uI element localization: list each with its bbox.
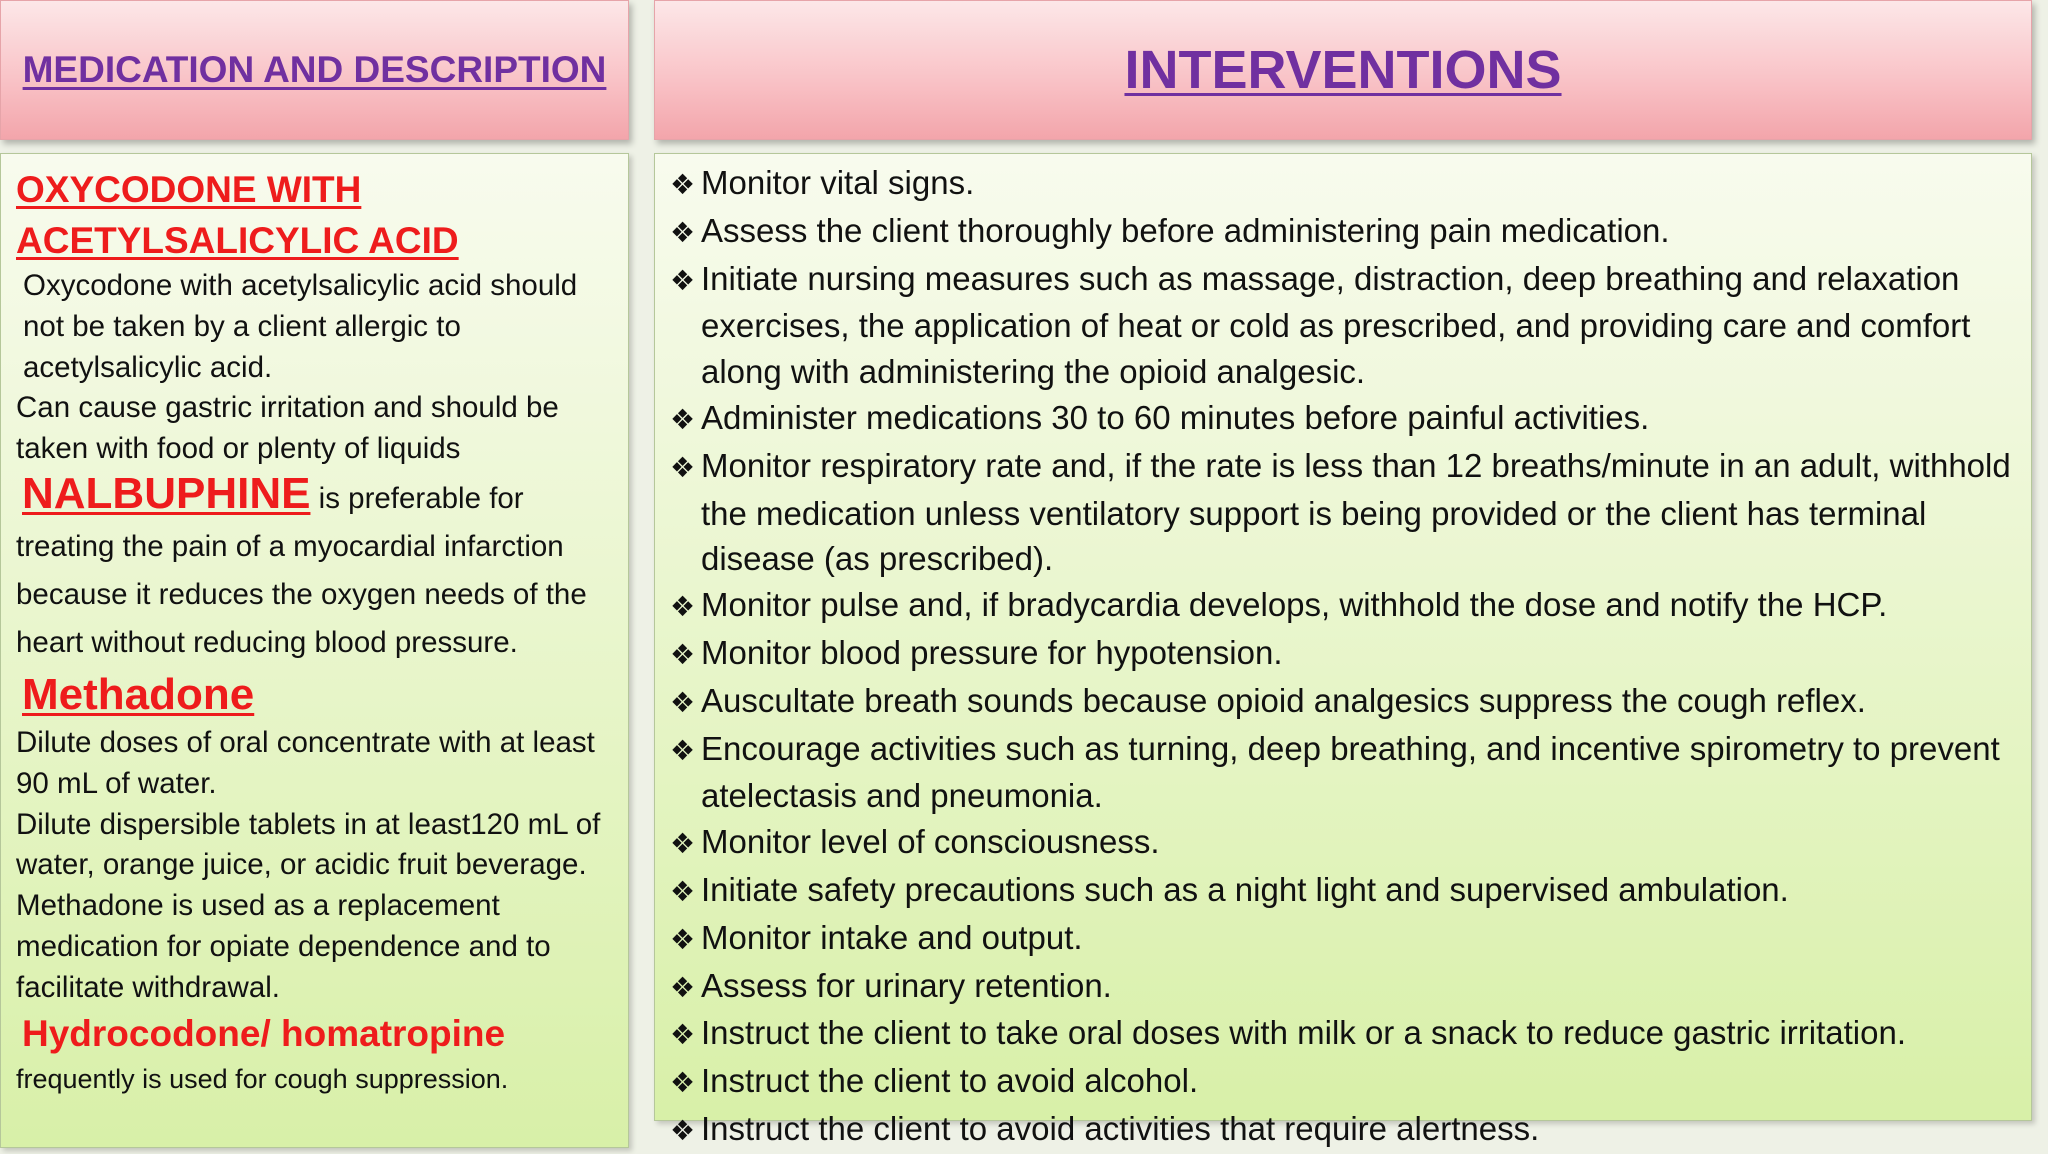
oxycodone-name-line1: OXYCODONE WITH [16, 169, 362, 210]
intervention-item [670, 630, 2025, 678]
intervention-item [670, 443, 2025, 582]
methadone-tablet-text: Dilute dispersible tablets in at least120 mL of water, orange juice, or acidic fruit beverage. [16, 807, 601, 882]
intervention-text: Monitor blood pressure for hypotension. [701, 633, 1283, 671]
interventions-list [670, 160, 2025, 1154]
intervention-item [670, 395, 2025, 443]
oxycodone-allergy-text: Oxycodone with acetylsalicylic acid should not be taken by a client allergic to acetylsalicylic acid. [23, 269, 578, 384]
intervention-text: Monitor respiratory rate and, if the rate is less than 12 breaths/minute in an adult, withhold the medication unless ventilatory support is being provided or the client has terminal disease (as prescribed). [701, 446, 2011, 578]
methadone-name: Methadone [22, 669, 255, 719]
intervention-text: Instruct the client to avoid alcohol. [701, 1062, 1199, 1100]
intervention-text: Administer medications 30 to 60 minutes before painful activities. [701, 398, 1650, 436]
nalbuphine-section [16, 470, 620, 667]
medication-header [0, 0, 629, 140]
intervention-item [670, 160, 2025, 208]
diamond-bullet-icon: ❖ [670, 451, 696, 483]
hydrocodone-text: frequently is used for cough suppression. [16, 1063, 509, 1094]
intervention-text: Assess the client thoroughly before administering pain medication. [701, 211, 1670, 249]
oxycodone-gastric-text: Can cause gastric irritation and should be taken with food or plenty of liquids [16, 391, 559, 466]
diamond-bullet-icon: ❖ [670, 638, 696, 670]
diamond-bullet-icon: ❖ [670, 686, 696, 718]
diamond-bullet-icon: ❖ [670, 1114, 696, 1146]
hydrocodone-name: Hydrocodone/ homatropine [22, 1012, 506, 1054]
intervention-item [670, 867, 2025, 915]
intervention-item [670, 208, 2025, 256]
diamond-bullet-icon: ❖ [670, 734, 696, 766]
intervention-item [670, 678, 2025, 726]
intervention-item [670, 582, 2025, 630]
diamond-bullet-icon: ❖ [670, 591, 696, 623]
diamond-bullet-icon: ❖ [670, 264, 696, 296]
intervention-item [670, 915, 2025, 963]
diamond-bullet-icon: ❖ [670, 403, 696, 435]
intervention-text: Monitor intake and output. [701, 918, 1083, 956]
intervention-text: Initiate safety precautions such as a night light and supervised ambulation. [701, 870, 1789, 908]
diamond-bullet-icon: ❖ [670, 923, 696, 955]
diamond-bullet-icon: ❖ [670, 1067, 696, 1099]
oxycodone-section [16, 164, 620, 470]
nalbuphine-name: NALBUPHINE [22, 468, 311, 518]
intervention-text: Instruct the client to take oral doses with milk or a snack to reduce gastric irritation. [701, 1014, 1907, 1052]
intervention-text: Initiate nursing measures such as massage, distraction, deep breathing and relaxation exercises, the application of heat or cold as prescribed, and providing care and comfort along with administering the opioid analgesic. [701, 259, 1971, 391]
diamond-bullet-icon: ❖ [670, 971, 696, 1003]
intervention-item [670, 1058, 2025, 1106]
interventions-header-title: INTERVENTIONS [1124, 40, 1562, 100]
intervention-item [670, 963, 2025, 1011]
medication-panel [0, 153, 629, 1148]
diamond-bullet-icon: ❖ [670, 875, 696, 907]
medication-header-title: MEDICATION AND DESCRIPTION [22, 49, 607, 90]
oxycodone-name-line2: ACETYLSALICYLIC ACID [16, 220, 459, 261]
intervention-text: Monitor pulse and, if bradycardia develops, withhold the dose and notify the HCP. [701, 586, 1888, 624]
intervention-text: Monitor level of consciousness. [701, 823, 1160, 861]
nalbuphine-text: is preferable for treating the pain of a myocardial infarction because it reduces the oxygen needs of the heart without reducing blood pressure. [16, 481, 587, 659]
intervention-item [670, 256, 2025, 395]
interventions-panel [654, 153, 2032, 1147]
methadone-section [16, 667, 620, 1009]
intervention-item [670, 726, 2025, 820]
diamond-bullet-icon: ❖ [670, 216, 696, 248]
diamond-bullet-icon: ❖ [670, 169, 696, 200]
intervention-item [670, 1010, 2025, 1058]
intervention-item [670, 1106, 2025, 1154]
interventions-header [654, 0, 2032, 140]
intervention-text: Instruct the client to avoid activities that require alertness. [701, 1109, 1540, 1147]
methadone-oral-text: Dilute doses of oral concentrate with at least 90 mL of water. [16, 725, 595, 800]
intervention-item [670, 819, 2025, 867]
methadone-use-text: Methadone is used as a replacement medication for opiate dependence and to facilitate withdrawal. [16, 889, 551, 1004]
diamond-bullet-icon: ❖ [670, 828, 696, 860]
intervention-text: Encourage activities such as turning, deep breathing, and incentive spirometry to prevent atelectasis and pneumonia. [701, 729, 2000, 815]
diamond-bullet-icon: ❖ [670, 1019, 696, 1051]
intervention-text: Assess for urinary retention. [701, 966, 1112, 1004]
intervention-text: Monitor vital signs. [701, 164, 975, 201]
intervention-text: Auscultate breath sounds because opioid analgesics suppress the cough reflex. [701, 681, 1866, 719]
hydrocodone-section [16, 1009, 620, 1100]
